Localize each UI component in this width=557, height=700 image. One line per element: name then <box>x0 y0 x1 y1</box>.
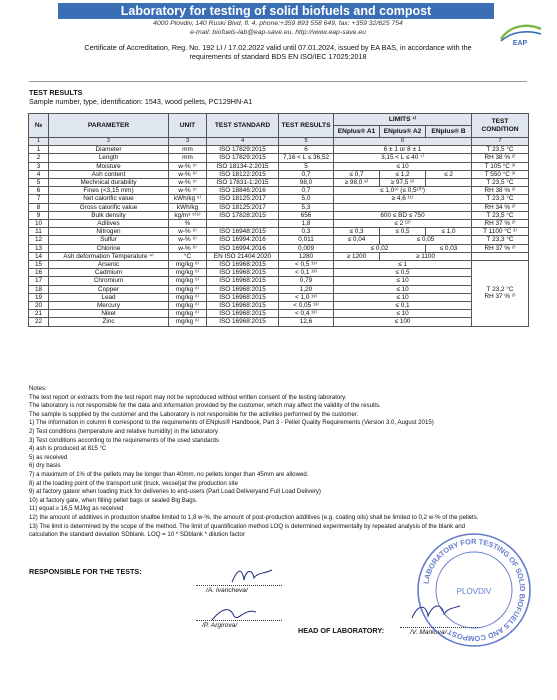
table-row <box>29 318 529 326</box>
index-cell: 1 <box>29 138 49 146</box>
note-line: 9) at factory gateor when loading truck for deliveries to end-users (Part Load Deliveryand Full Load Delivery) <box>29 488 321 496</box>
col-header-condition: TEST CONDITION <box>472 114 529 138</box>
test-result-cell: 1,8 <box>279 220 334 228</box>
parameter-name: Fines (<3,15 mm) <box>49 187 169 195</box>
test-standard-cell: ISO 16968:2015 <box>207 277 279 285</box>
table-row <box>29 179 529 187</box>
table-row <box>29 203 529 211</box>
col-header-standard: TEST STANDARD <box>207 114 279 138</box>
test-standard-cell: ISO 16968:2015 <box>207 269 279 277</box>
unit-cell: mg/kg ⁶⁾ <box>169 302 207 310</box>
row-number: 11 <box>29 228 49 236</box>
row-number: 6 <box>29 187 49 195</box>
index-cell: 7 <box>472 138 529 146</box>
limit-cell: ≥ 4,6 ¹¹⁾ <box>334 195 472 203</box>
index-cell: 2 <box>49 138 169 146</box>
test-condition-cell: RH 34 % ²⁾ <box>472 203 529 211</box>
test-result-cell: < 1,0 ¹³⁾ <box>279 293 334 301</box>
parameter-name: Chlorine <box>49 244 169 252</box>
table-row <box>29 228 529 236</box>
parameter-name: Copper <box>49 285 169 293</box>
limit-cell: ≤ 0,5 <box>334 269 472 277</box>
limit-a1-cell: ≥ 1200 <box>334 252 380 260</box>
test-standard-cell: ISO 16968:2015 <box>207 285 279 293</box>
test-standard-cell: ISO 16968:2015 <box>207 261 279 269</box>
signature-1-name: /A. Ivancheva/ <box>206 587 248 594</box>
index-cell: 4 <box>207 138 279 146</box>
col-header-b: ENplus® B <box>426 126 472 138</box>
test-result-cell: 6 <box>279 146 334 154</box>
note-line: 7) a maximum of 1% of the pellets may be longer than 40mm, no pellets longer than 45mm are allowed. <box>29 470 309 478</box>
unit-cell: mg/kg ⁶⁾ <box>169 269 207 277</box>
unit-cell: kWh/kg <box>169 203 207 211</box>
table-row <box>29 195 529 203</box>
table-row <box>29 220 529 228</box>
test-standard-cell: ISO 17829:2015 <box>207 146 279 154</box>
table-row <box>29 293 529 301</box>
stamp-center-text: PLOVDIV <box>456 587 492 596</box>
limit-cell: ≤ 10 <box>334 285 472 293</box>
limit-cell: ≤ 10 <box>334 310 472 318</box>
limit-b-cell: ≤ 1,0 <box>426 228 472 236</box>
index-cell: 6 <box>334 138 472 146</box>
note-line: 5) as received <box>29 453 68 461</box>
table-row <box>29 310 529 318</box>
parameter-name: Length <box>49 154 169 162</box>
col-header-no: № <box>29 114 49 138</box>
test-condition-cell <box>472 252 529 260</box>
limit-cell: 600 ≤ BD ≤ 750 <box>334 211 472 219</box>
test-result-cell: < 0,5 ¹³⁾ <box>279 261 334 269</box>
limit-a1-cell: ≤ 0,3 <box>334 228 380 236</box>
test-result-cell: 7,16 < L ≤ 36,52 <box>279 154 334 162</box>
parameter-name: Diameter <box>49 146 169 154</box>
accreditation-line-2: requirements of standard BDS EN ISO/IEC 17025:2018 <box>189 52 367 61</box>
unit-cell: w-% ⁶⁾ <box>169 228 207 236</box>
row-number: 17 <box>29 277 49 285</box>
limit-cell: ≤ 100 <box>334 318 472 326</box>
parameter-name: Arsenic <box>49 261 169 269</box>
test-result-cell: 5,3 <box>279 203 334 211</box>
row-number: 10 <box>29 220 49 228</box>
stamp-ring-text: LABORATORY FOR TESTING OF SOLID BIOFUELS AND COMPOST <box>421 536 528 644</box>
unit-cell: % <box>169 220 207 228</box>
test-result-cell: 0,7 <box>279 170 334 178</box>
parameter-name: Ash content <box>49 170 169 178</box>
note-line: 6) dry basis <box>29 462 61 470</box>
limit-b-cell <box>426 179 472 187</box>
notes-block <box>29 385 534 540</box>
test-condition-cell: T 23,3 °C <box>472 195 529 203</box>
test-standard-cell <box>207 220 279 228</box>
row-number: 9 <box>29 211 49 219</box>
note-line: calculation the standard deviation SDblank. LOQ = 10 * SDblank * dilution factor <box>29 531 245 539</box>
test-standard-cell: ISO 18125:2017 <box>207 195 279 203</box>
test-standard-cell: ISO 16968:2015 <box>207 302 279 310</box>
unit-cell: kg/m³ ⁵⁾⁶⁾ <box>169 211 207 219</box>
note-line: 3) Test conditions according to the requirements of the used standards <box>29 436 219 444</box>
row-number: 19 <box>29 293 49 301</box>
test-result-cell: 0,3 <box>279 228 334 236</box>
parameter-name: Moisture <box>49 162 169 170</box>
test-result-cell: < 0,4 ¹³⁾ <box>279 310 334 318</box>
col-header-results: TEST RESULTS <box>279 114 334 138</box>
table-row <box>29 252 529 260</box>
test-condition-cell: T 23,5 °C <box>472 179 529 187</box>
col-header-a1: ENplus® A1 <box>334 126 380 138</box>
table-row <box>29 236 529 244</box>
test-standard-cell: ISO 18134-2:2015 <box>207 162 279 170</box>
head-of-laboratory-title: HEAD OF LABORATORY: <box>298 626 384 635</box>
parameter-name: Nitrogen <box>49 228 169 236</box>
limit-a1-cell: ≤ 0,7 <box>334 170 380 178</box>
test-condition-cell: T 23,3 °C <box>472 236 529 244</box>
note-line: 4) ash is produced at 815 °C <box>29 445 107 453</box>
test-result-cell: 656 <box>279 211 334 219</box>
row-number: 20 <box>29 302 49 310</box>
test-result-cell: 1280 <box>279 252 334 260</box>
metals-condition-temp: T 23,2 °C <box>486 286 514 294</box>
test-condition-cell: T 23,5 °C <box>472 146 529 154</box>
test-standard-cell: ISO 18846:2016 <box>207 187 279 195</box>
note-line: The test report or extracts from the test report may not be reproduced without written consent of the testing laboratory. <box>29 393 347 401</box>
test-standard-cell: ISO 16948:2015 <box>207 228 279 236</box>
table-row <box>29 277 529 285</box>
test-standard-cell: ISO 18122:2015 <box>207 170 279 178</box>
limit-b-cell: ≤ 0,03 <box>426 244 472 252</box>
table-row <box>29 211 529 219</box>
divider <box>29 81 527 82</box>
parameter-name: Bulk density <box>49 211 169 219</box>
signature-1-line <box>196 585 282 586</box>
test-condition-cell: RH 38 % ²⁾ <box>472 154 529 162</box>
test-standard-cell: ISO 16968:2015 <box>207 318 279 326</box>
limit-cell: ≤ 0,1 <box>334 302 472 310</box>
row-number: 2 <box>29 154 49 162</box>
lab-title-banner: Laboratory for testing of solid biofuels and compost <box>58 3 494 19</box>
note-line: The sample is supplied by the customer and the Laboratory is not responsible for the activities performed by the customer. <box>29 410 359 418</box>
unit-cell: kWh/kg ⁵⁾ <box>169 195 207 203</box>
table-row <box>29 269 529 277</box>
metals-condition-rh: RH 37 % ²⁾ <box>484 293 516 301</box>
table-row <box>29 170 529 178</box>
test-standard-cell: ISO 18125:2017 <box>207 203 279 211</box>
eap-logo-icon <box>498 21 544 47</box>
parameter-name: Ash deformation Temperature ⁴⁾ <box>49 252 169 260</box>
limit-a1-cell: ≤ 0,04 <box>334 236 380 244</box>
parameter-name: Aditives <box>49 220 169 228</box>
table-row <box>29 146 529 154</box>
row-number: 22 <box>29 318 49 326</box>
accreditation-line-1: Certificate of Accreditation, Reg. No. 192 LI / 17.02.2022 valid until 07.01.2024, issued by EA BAS, in accordance with the <box>84 43 472 52</box>
unit-cell: w-% ⁶⁾ <box>169 170 207 178</box>
parameter-name: Net calorific value <box>49 195 169 203</box>
index-cell: 3 <box>169 138 207 146</box>
parameter-name: Zinc <box>49 318 169 326</box>
test-result-cell: 12,6 <box>279 318 334 326</box>
unit-cell: mg/kg ⁶⁾ <box>169 261 207 269</box>
test-condition-cell: RH 37 % ²⁾ <box>472 220 529 228</box>
parameter-name: Mercury <box>49 302 169 310</box>
parameter-name: Sulfur <box>49 236 169 244</box>
col-header-a2: ENplus® A2 <box>380 126 426 138</box>
limit-a2-cell: ≥ 97,5 ⁸⁾ <box>380 179 426 187</box>
results-table <box>28 113 529 327</box>
unit-cell: w-% ⁵⁾ <box>169 187 207 195</box>
row-number: 15 <box>29 261 49 269</box>
row-number: 18 <box>29 285 49 293</box>
col-header-parameter: PARAMETER <box>49 114 169 138</box>
row-number: 14 <box>29 252 49 260</box>
note-line: 8) at the loading point of the transport unit (truck, vessel)at the production site <box>29 479 238 487</box>
responsible-title: RESPONSIBLE FOR THE TESTS: <box>29 567 142 576</box>
row-number: 12 <box>29 236 49 244</box>
test-result-cell: 0,79 <box>279 277 334 285</box>
limit-a2-b-cell: ≤ 0,05 <box>380 236 472 244</box>
note-line: 12) the amount of additives in production shallbe limited to 1,8 w-%, the amount of post-production additives (e.g. coating oils) shall be limited to 0,2 w-% of the pellets. <box>29 513 479 521</box>
test-condition-cell: T 23,5 °C <box>472 211 529 219</box>
row-number: 4 <box>29 170 49 178</box>
row-number: 5 <box>29 179 49 187</box>
signature-2-name: /P. Argirova/ <box>202 622 238 629</box>
table-row <box>29 302 529 310</box>
parameter-name: Lead <box>49 293 169 301</box>
lab-email: e-mail: biofuels-lab@eap-save.eu, http://www.eap-save.eu <box>190 29 366 36</box>
notes-heading: Notes: <box>29 385 47 392</box>
row-number: 3 <box>29 162 49 170</box>
col-header-unit: UNIT <box>169 114 207 138</box>
test-standard-cell: ISO 16968:2015 <box>207 310 279 318</box>
test-condition-cell: T 105 °C ³⁾ <box>472 162 529 170</box>
test-standard-cell: ISO 16994:2016 <box>207 236 279 244</box>
test-result-cell: 98,0 <box>279 179 334 187</box>
test-condition-cell: RH 37 % ²⁾ <box>472 244 529 252</box>
limit-cell: ≤ 10 <box>334 277 472 285</box>
row-number: 21 <box>29 310 49 318</box>
table-row <box>29 154 529 162</box>
limit-cell: ≤ 10 <box>334 162 472 170</box>
limit-b-cell: ≤ 2 <box>426 170 472 178</box>
limit-cell: ≤ 1 <box>334 261 472 269</box>
limit-cell: 3,15 < L ≤ 40 ⁷⁾ <box>334 154 472 162</box>
test-result-cell: < 0,05 ¹³⁾ <box>279 302 334 310</box>
table-row <box>29 285 529 293</box>
unit-cell: mg/kg ⁶⁾ <box>169 293 207 301</box>
test-result-cell: 5 <box>279 162 334 170</box>
test-result-cell: 0,009 <box>279 244 334 252</box>
row-number: 13 <box>29 244 49 252</box>
logo-text: EAP <box>512 40 528 47</box>
row-number: 8 <box>29 203 49 211</box>
limit-a1-cell: ≥ 98,0 ⁸⁾ <box>334 179 380 187</box>
test-standard-cell: ISO 17829:2015 <box>207 154 279 162</box>
test-result-cell: 0,011 <box>279 236 334 244</box>
table-row <box>29 187 529 195</box>
test-condition-cell: T 1100 °C ³⁾ <box>472 228 529 236</box>
row-number: 16 <box>29 269 49 277</box>
test-standard-cell: ISO 17828:2015 <box>207 211 279 219</box>
test-condition-cell: T 550 °C ³⁾ <box>472 170 529 178</box>
test-standard-cell: EN ISO 21404:2020 <box>207 252 279 260</box>
limit-a2-cell: ≤ 1,2 <box>380 170 426 178</box>
index-cell: 5 <box>279 138 334 146</box>
unit-cell: mm <box>169 154 207 162</box>
test-standard-cell: ISO 16994:2016 <box>207 244 279 252</box>
test-condition-metals <box>472 261 529 327</box>
lab-address: 4000 Plovdiv, 140 Ruski Blvd, fl. 4, phone:+359 893 558 649, fax: +359 32/625 754 <box>153 20 403 27</box>
test-result-cell: 5,0 <box>279 195 334 203</box>
test-condition-cell: RH 38 % ²⁾ <box>472 187 529 195</box>
unit-cell: mg/kg ⁶⁾ <box>169 318 207 326</box>
signature-head-name: /V. Markova/ <box>410 629 447 636</box>
unit-cell: mm <box>169 146 207 154</box>
parameter-name: Nikel <box>49 310 169 318</box>
section-title: TEST RESULTS <box>29 88 83 97</box>
signature-2-line <box>196 620 282 621</box>
laboratory-stamp-icon <box>414 530 534 650</box>
unit-cell: mg/kg ⁶⁾ <box>169 277 207 285</box>
limit-cell: ≤ 1,0⁹⁾ (≤ 0,5¹⁰⁾) <box>334 187 472 195</box>
note-line: 10) at factory gate, when filling pellet bags or sealed Big Bags. <box>29 496 198 504</box>
unit-cell: w-% ⁵⁾ <box>169 179 207 187</box>
row-number: 7 <box>29 195 49 203</box>
sample-identification: Sample number, type, identification: 1543, wood pellets, PC129HN-A1 <box>29 97 253 106</box>
unit-cell: w-% ⁶⁾ <box>169 244 207 252</box>
index-row <box>29 138 529 146</box>
test-standard-cell: ISO 17831-1:2015 <box>207 179 279 187</box>
parameter-name: Gross calorific value <box>49 203 169 211</box>
limit-a2-b-cell: ≥ 1100 <box>380 252 472 260</box>
col-header-limits: LIMITS ¹⁾ <box>334 114 472 126</box>
parameter-name: Chromium <box>49 277 169 285</box>
test-result-cell: 0,7 <box>279 187 334 195</box>
unit-cell: mg/kg ⁶⁾ <box>169 285 207 293</box>
limit-cell: 6 ± 1 or 8 ± 1 <box>334 146 472 154</box>
limit-cell: ≤ 2 ¹²⁾ <box>334 220 472 228</box>
parameter-name: Cadmium <box>49 269 169 277</box>
table-row <box>29 162 529 170</box>
note-line: 1) The information in column 6 correspond to the requirements of ENplus® Handbook, Part 3 - Pellet Quality Requirements (Version 3.0, August 2015) <box>29 419 434 427</box>
note-line: 2) Test conditions (temperature and relative humidity) in the laboratory <box>29 427 218 435</box>
note-line: 13) The limit is determined by the scope of the method. The limit of quantification method LOQ is determined experimentally by repeated analysis of the blank and <box>29 522 466 530</box>
row-number: 1 <box>29 146 49 154</box>
parameter-name: Mechnical durability <box>49 179 169 187</box>
unit-cell: °C <box>169 252 207 260</box>
limit-cell <box>334 203 472 211</box>
test-result-cell: 1,20 <box>279 285 334 293</box>
limit-cell: ≤ 10 <box>334 293 472 301</box>
unit-cell: w-% ⁵⁾ <box>169 162 207 170</box>
test-result-cell: < 0,1 ¹³⁾ <box>279 269 334 277</box>
test-standard-cell: ISO 16968:2015 <box>207 293 279 301</box>
limit-a2-cell: ≤ 0,5 <box>380 228 426 236</box>
limit-a1-a2-cell: ≤ 0,02 <box>334 244 426 252</box>
note-line: The laboratory is not responsible for the data and information provided by the customer, which may affect the validity of the results. <box>29 402 381 410</box>
unit-cell: w-% ⁶⁾ <box>169 236 207 244</box>
table-row <box>29 244 529 252</box>
note-line: 11) equal ≥ 16,5 MJ/kg as received <box>29 505 124 513</box>
table-row <box>29 261 529 269</box>
unit-cell: mg/kg ⁶⁾ <box>169 310 207 318</box>
